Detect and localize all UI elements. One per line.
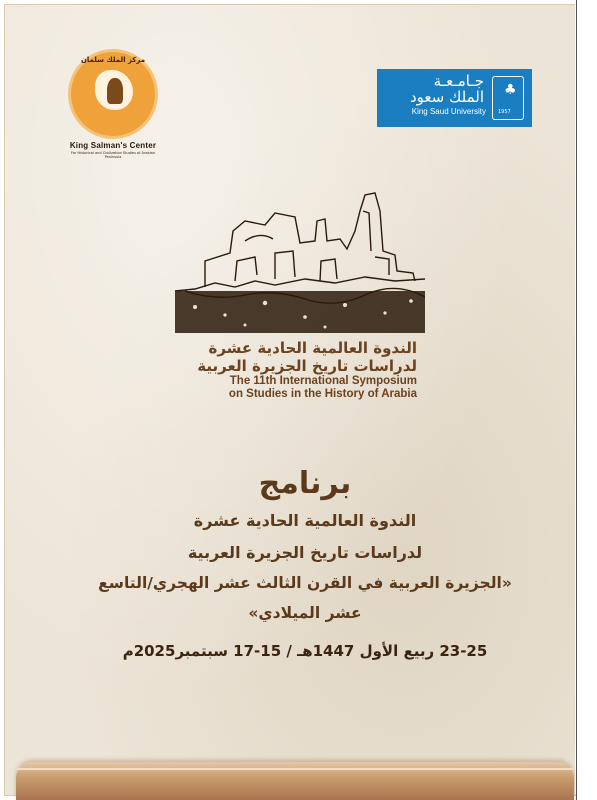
bar-highlight-stripe xyxy=(16,768,574,770)
symposium-title-en-line1: The 11th International Symposium xyxy=(229,375,417,387)
ksu-emblem-icon xyxy=(492,76,524,120)
symposium-title-en-line2: on Studies in the History of Arabia xyxy=(228,388,417,400)
program-line-1: الندوة العالمية الحادية عشرة xyxy=(193,511,417,530)
ksu-name-ar-line2: الملك سعود xyxy=(409,88,484,106)
symposium-title xyxy=(155,339,417,401)
ksu-year: 1957 xyxy=(498,109,511,115)
program-heading: برنامج xyxy=(258,466,352,501)
page-edge-divider xyxy=(576,0,577,800)
center-emblem-icon xyxy=(68,49,158,139)
king-salman-center-logo xyxy=(65,49,161,159)
ksu-name-ar-line1: جـامـعـة xyxy=(433,72,484,90)
bottom-decorative-bar xyxy=(16,762,574,800)
ksu-name-ar xyxy=(410,73,484,105)
center-name-en: King Salman's Center xyxy=(69,141,157,150)
king-silhouette-icon xyxy=(107,78,123,104)
program-dates: 23-25 ربيع الأول 1447هـ / 15-17 سبتمبر2025م xyxy=(122,642,488,660)
symposium-title-ar-line2: لدراسات تاريخ الجزيرة العربية xyxy=(197,357,417,375)
symposium-title-ar-line1: الندوة العالمية الحادية عشرة xyxy=(208,339,417,357)
diriyah-ruins-illustration xyxy=(175,191,425,341)
palm-icon: ♣ xyxy=(504,82,517,98)
ksu-name-en: King Saud University xyxy=(411,107,486,116)
program-line-2: لدراسات تاريخ الجزيرة العربية xyxy=(187,543,423,562)
center-subtitle: For Historical and Civilization Studies of Arabian Peninsula xyxy=(70,151,156,159)
center-name-ar: مركز الملك سلمان xyxy=(80,56,146,64)
program-line-3: «الجزيرة العربية في القرن الثالث عشر الهجري/التاسع xyxy=(98,574,512,592)
program-line-4: عشر الميلادي» xyxy=(248,604,362,622)
page-margin xyxy=(575,4,597,794)
king-saud-university-logo xyxy=(377,69,532,127)
document-page xyxy=(4,4,577,796)
